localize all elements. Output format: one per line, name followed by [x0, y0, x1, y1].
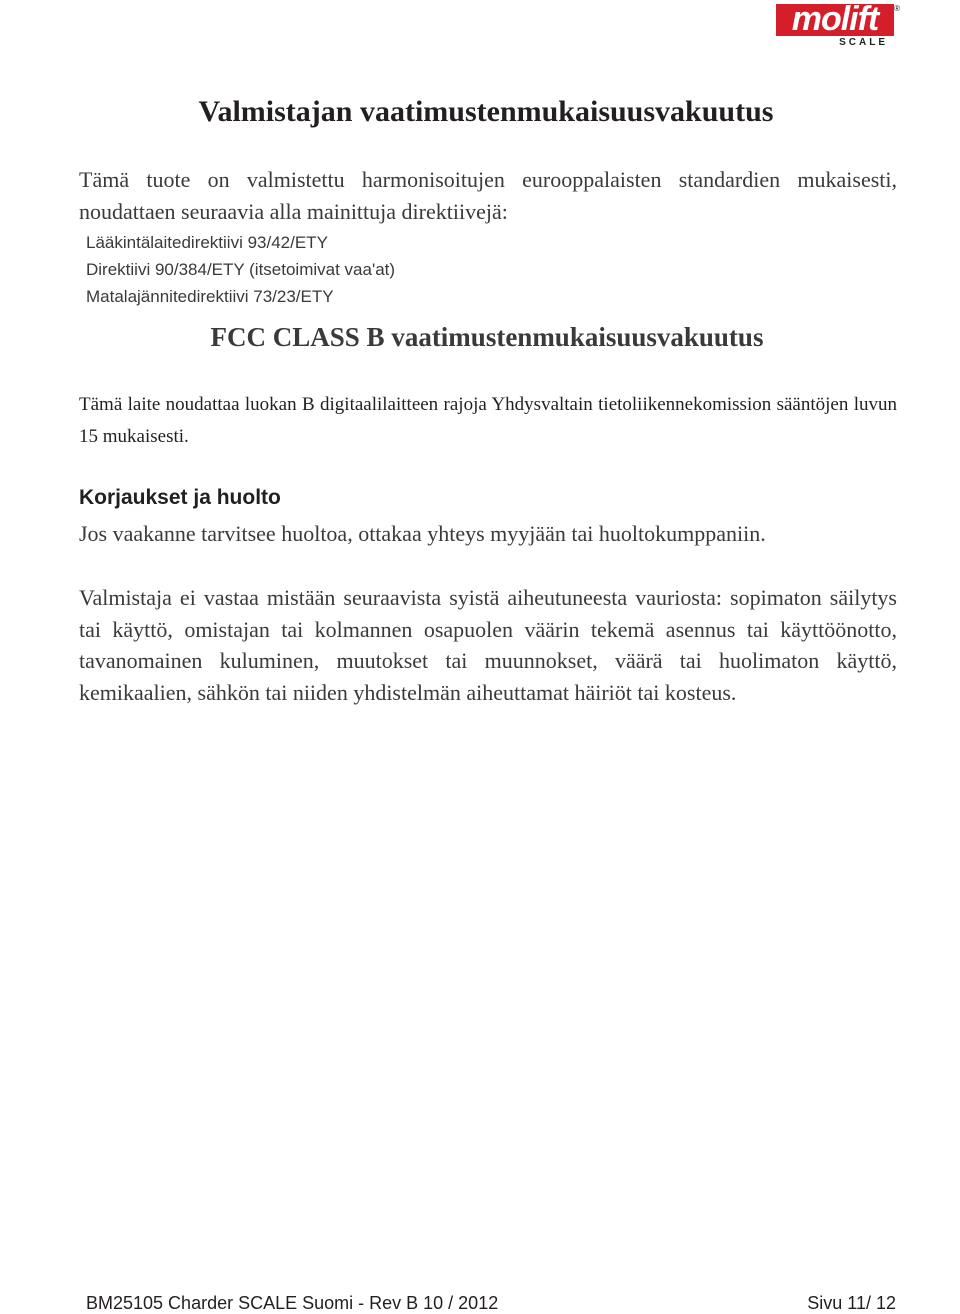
- directive-item: Matalajännitedirektiivi 73/23/ETY: [86, 287, 334, 306]
- service-paragraph: Jos vaakanne tarvitsee huoltoa, ottakaa yhteys myyjään tai huoltokumppaniin.: [79, 521, 766, 546]
- directive-item: Direktiivi 90/384/ETY (itsetoimivat vaa'at): [86, 260, 396, 279]
- intro-paragraph: Tämä tuote on valmistettu harmonisoitujen eurooppalaisten standardien mukaisesti, noudattaen seuraavia alla mainittuja direktiivejä:: [79, 167, 897, 224]
- service-heading: Korjaukset ja huolto: [79, 486, 281, 509]
- fcc-paragraph: Tämä laite noudattaa luokan B digitaalilaitteen rajoja Yhdysvaltain tietoliikennekomission sääntöjen luvun 15 mukaisesti.: [79, 394, 897, 447]
- liability-paragraph: Valmistaja ei vastaa mistään seuraavista syistä aiheutuneesta vauriosta: sopimaton säilytys tai käyttö, omistajan tai kolmannen osapuolen väärin tekemä asennus tai käyttöönotto, tavanomainen kuluminen, muutokset tai muunnokset, väärä tai huolimaton käyttö, kemikaalien, sähkön tai niiden yhdistelmän aiheuttamat häiriöt tai kosteus.: [79, 585, 897, 705]
- logo-sub-text: SCALE: [839, 37, 888, 48]
- logo-brand-text: molift: [791, 0, 879, 38]
- molift-logo: [776, 0, 900, 48]
- directive-item: Lääkintälaitedirektiivi 93/42/ETY: [86, 233, 328, 252]
- page-title: Valmistajan vaatimustenmukaisuusvakuutus: [198, 95, 774, 128]
- footer-page-number: Sivu 11/ 12: [807, 1293, 896, 1313]
- fcc-heading: FCC CLASS B vaatimustenmukaisuusvakuutus: [210, 322, 764, 352]
- footer-document-id: BM25105 Charder SCALE Suomi - Rev B 10 / 2012: [86, 1293, 499, 1313]
- logo-red-band: [776, 0, 894, 38]
- logo-registered-mark: ®: [894, 4, 900, 13]
- directive-list: [86, 229, 395, 310]
